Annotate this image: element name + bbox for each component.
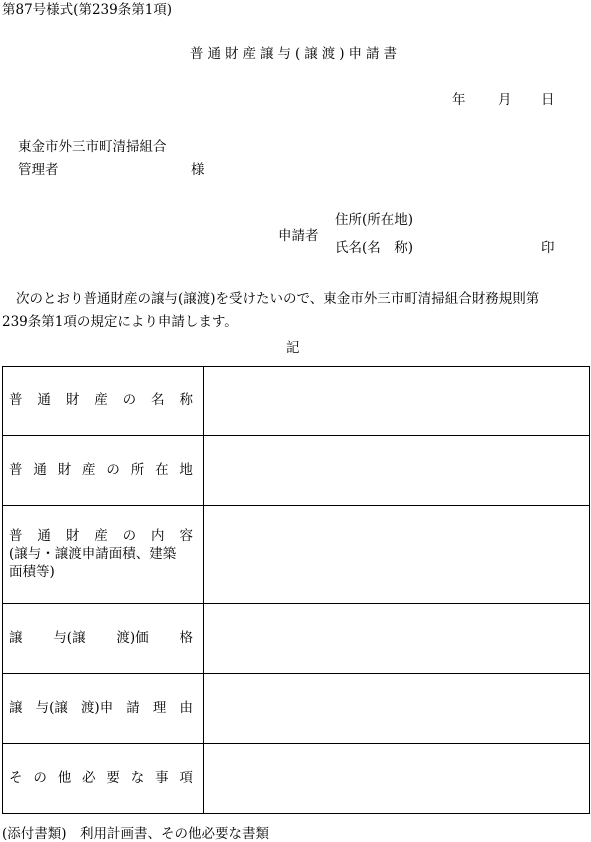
row-value-field[interactable] <box>204 604 590 674</box>
table-row <box>3 604 590 674</box>
row-value-field[interactable] <box>204 367 590 436</box>
row-label-part: 渡)申 <box>80 699 114 716</box>
row-label-cell <box>3 367 204 436</box>
row-label-part: 由 <box>179 699 193 716</box>
row-label-part: 内 <box>151 527 165 544</box>
document-title: 普通財産譲与(譲渡)申請書 <box>189 46 402 62</box>
row-label <box>9 630 203 648</box>
row-label-part: 産 <box>82 461 96 478</box>
row-label-part: 所 <box>130 461 145 478</box>
row-label-cell <box>3 604 204 674</box>
row-label-part: 在 <box>155 461 169 478</box>
row-label-part: 財 <box>65 527 80 544</box>
applicant-label: 申請者 <box>278 228 319 244</box>
row-label-part: 譲 <box>9 699 23 716</box>
row-label-sub-line: 面積等) <box>9 564 55 581</box>
row-label-part: 産 <box>94 392 108 409</box>
row-label-part: 理 <box>152 699 167 716</box>
row-label-part: 産 <box>94 527 108 544</box>
row-label-part: な <box>130 769 145 786</box>
date-month-label: 月 <box>498 92 512 108</box>
row-label-part: 要 <box>106 769 120 786</box>
addressee-honorific: 様 <box>191 162 205 178</box>
attachments-note: (添付書類) 利用計画書、その他必要な書類 <box>2 826 270 842</box>
row-label-part: 事 <box>155 769 169 786</box>
row-label-part: 普 <box>9 392 23 409</box>
addressee-role: 管理者 <box>18 162 59 178</box>
date-day-label: 日 <box>541 92 555 108</box>
row-label-part: 名 <box>151 392 165 409</box>
row-label-part: の <box>106 461 120 478</box>
row-label <box>9 462 203 480</box>
row-value-field[interactable] <box>204 506 590 604</box>
row-label <box>9 770 203 788</box>
row-label-sub <box>9 545 203 581</box>
applicant-address-label: 住所(所在地) <box>335 212 414 228</box>
row-label-part: 普 <box>9 527 23 544</box>
table-row <box>3 506 590 604</box>
row-label-part: 通 <box>37 392 51 409</box>
row-label-part: 渡)価 <box>116 629 149 646</box>
date-year-label: 年 <box>452 92 466 108</box>
row-label-part: 普 <box>9 461 23 478</box>
row-value-field[interactable] <box>204 436 590 506</box>
row-label-cell <box>3 674 204 744</box>
row-label-part: 財 <box>57 461 72 478</box>
row-label-part: 地 <box>179 461 193 478</box>
row-label-part: 容 <box>179 527 193 544</box>
details-table <box>2 366 590 814</box>
applicant-name-label: 氏名(名 称) <box>335 240 414 256</box>
row-value-field[interactable] <box>204 674 590 744</box>
row-label-part: の <box>122 527 137 544</box>
row-value-field[interactable] <box>204 744 590 814</box>
row-label-part: の <box>33 769 47 786</box>
row-label <box>9 528 203 546</box>
row-label-part: そ <box>9 769 23 786</box>
row-label-cell <box>3 744 204 814</box>
row-label-part: 請 <box>126 699 140 716</box>
row-label-part: 与(譲 <box>53 629 86 646</box>
details-table-body <box>3 367 590 814</box>
form-number: 第87号様式(第239条第1項) <box>2 2 173 18</box>
table-row <box>3 744 590 814</box>
row-label-part: 譲 <box>9 629 23 646</box>
addressee-organization: 東金市外三市町清掃組合 <box>18 139 167 155</box>
row-label-part: 通 <box>33 461 47 478</box>
row-label-part: 項 <box>179 769 193 786</box>
seal-mark: 印 <box>541 240 555 256</box>
row-label <box>9 392 203 410</box>
row-label-sub-line: (譲与・譲渡申請面積、建築 <box>9 546 177 563</box>
row-label <box>9 700 203 718</box>
body-text-line-2: 239条第1項の規定により申請します。 <box>2 314 238 330</box>
row-label-part: 他 <box>57 769 72 786</box>
table-row <box>3 367 590 436</box>
row-label-part: 財 <box>65 392 80 409</box>
row-label-part: の <box>122 392 137 409</box>
row-label-part: 格 <box>179 629 193 646</box>
row-label-cell <box>3 436 204 506</box>
row-label-part: 必 <box>82 769 96 786</box>
table-row <box>3 674 590 744</box>
ki-mark: 記 <box>286 340 300 356</box>
table-row <box>3 436 590 506</box>
body-text-line-1: 次のとおり普通財産の譲与(譲渡)を受けたいので、東金市外三市町清掃組合財務規則第 <box>16 291 540 307</box>
row-label-cell <box>3 506 204 604</box>
row-label-part: 称 <box>179 392 193 409</box>
row-label-part: 通 <box>37 527 51 544</box>
row-label-part: 与(譲 <box>35 699 68 716</box>
